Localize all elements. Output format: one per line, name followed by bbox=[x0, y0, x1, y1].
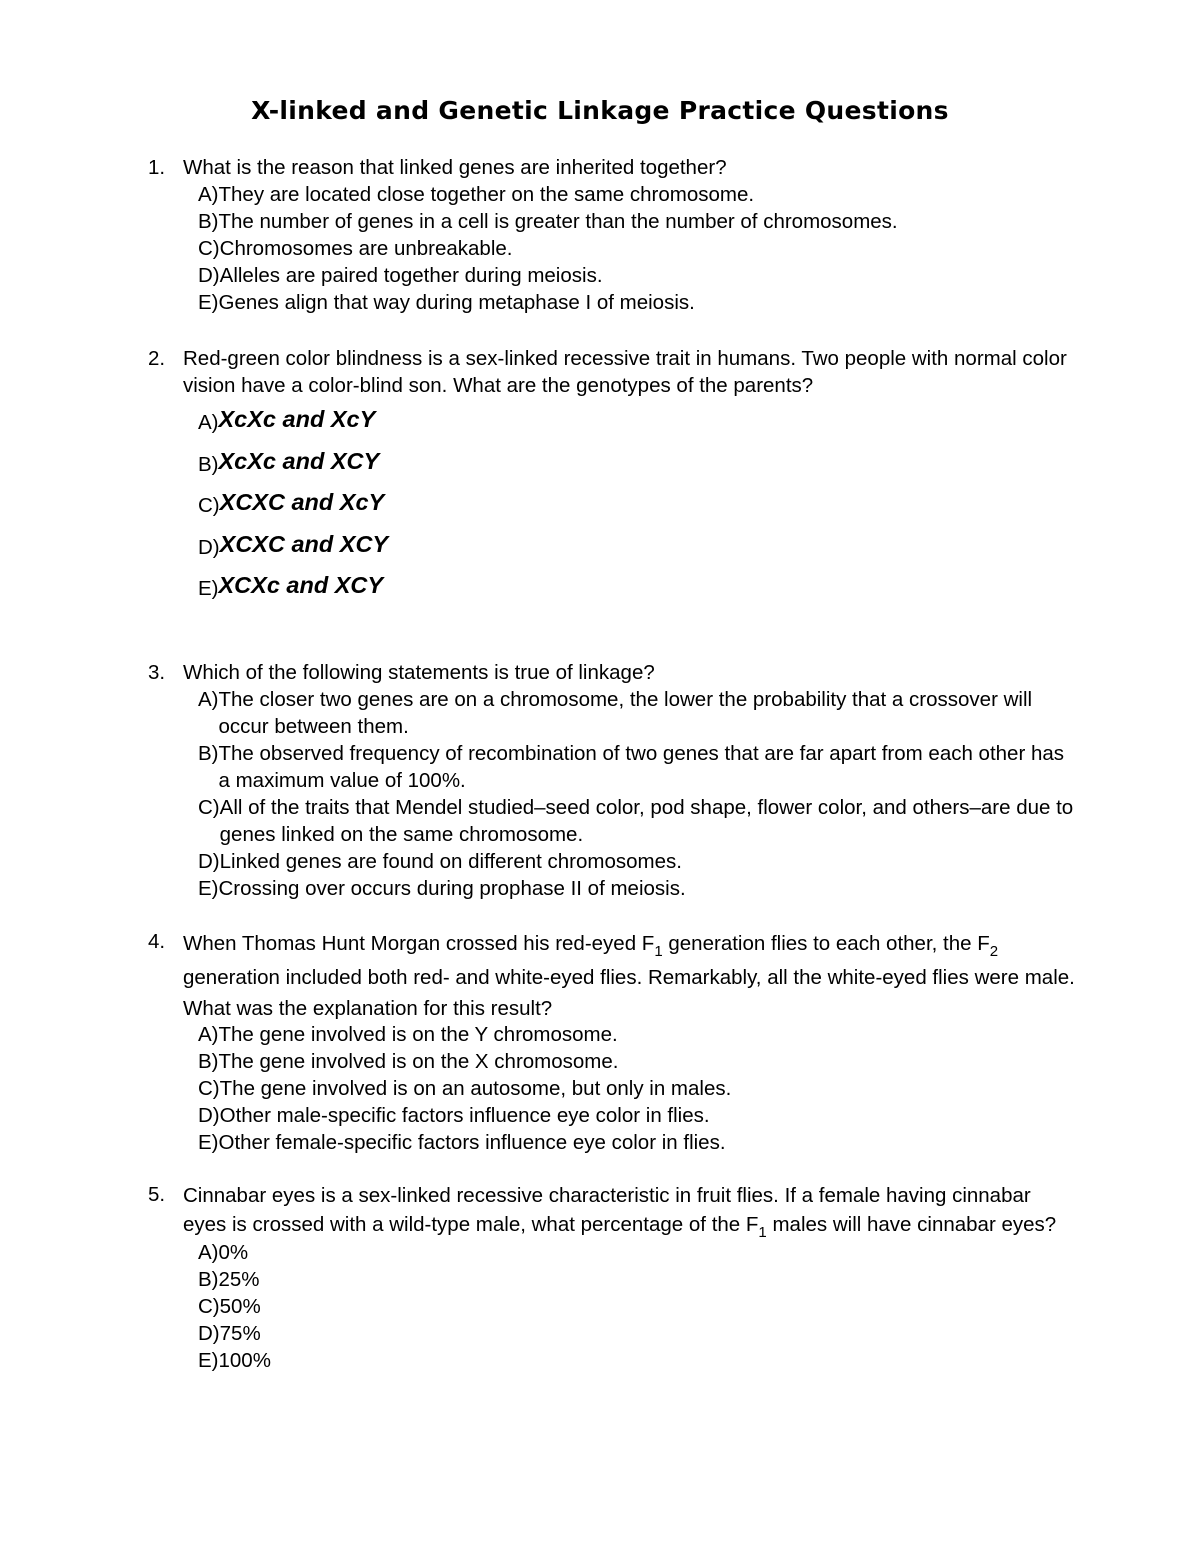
option-letter: E) bbox=[198, 291, 219, 314]
question-number: 1. bbox=[148, 156, 166, 179]
question-text bbox=[183, 928, 1078, 1025]
subscript: 2 bbox=[989, 943, 999, 960]
answer-option-a bbox=[198, 181, 1078, 208]
answer-option-b bbox=[198, 1048, 1078, 1075]
question-text: What is the reason that linked genes are inherited together? bbox=[183, 156, 727, 179]
option-letter: E) bbox=[198, 1130, 219, 1154]
option-letter: D) bbox=[198, 850, 220, 873]
option-text: Other female-specific factors influence eye color in flies. bbox=[218, 1130, 726, 1154]
option-letter: A) bbox=[198, 688, 219, 711]
option-letter: C) bbox=[198, 237, 220, 260]
answer-option-e bbox=[198, 565, 1078, 607]
option-text: Crossing over occurs during prophase II of meiosis. bbox=[218, 877, 686, 900]
answer-options bbox=[198, 1239, 1078, 1374]
answer-option-a bbox=[198, 1239, 1078, 1266]
question-number: 5. bbox=[148, 1183, 166, 1206]
answer-option-c bbox=[198, 1075, 1078, 1102]
option-letter: B) bbox=[198, 452, 219, 476]
option-text: The observed frequency of recombination of two genes that are far apart from each other has a maximum value of 100%. bbox=[218, 742, 1065, 792]
option-text: XCXc and XCY bbox=[218, 572, 384, 599]
answer-option-d bbox=[198, 524, 1078, 566]
option-letter: B) bbox=[198, 1049, 219, 1073]
answer-option-b bbox=[198, 1266, 1078, 1293]
option-letter: A) bbox=[198, 411, 219, 435]
option-letter: E) bbox=[198, 577, 219, 601]
option-text: Genes align that way during metaphase I of meiosis. bbox=[218, 291, 695, 314]
option-letter: A) bbox=[198, 1241, 219, 1264]
question-text-part: generation flies to each other, the F bbox=[662, 932, 990, 955]
answer-option-e bbox=[198, 289, 1078, 316]
option-letter: D) bbox=[198, 264, 220, 287]
option-text: Chromosomes are unbreakable. bbox=[219, 237, 513, 260]
option-text: The gene involved is on the X chromosome. bbox=[218, 1049, 619, 1073]
option-letter: E) bbox=[198, 877, 219, 900]
question-text-part: males will have cinnabar eyes? bbox=[766, 1213, 1057, 1236]
answer-option-c bbox=[198, 1293, 1078, 1320]
answer-option-d bbox=[198, 848, 1078, 875]
answer-option-a bbox=[198, 686, 1078, 740]
question-text-part: Cinnabar eyes is a sex-linked recessive characteristic in fruit flies. If a female having cinnabar eyes is crossed with a wild-type male, what percentage of the F bbox=[183, 1184, 1031, 1236]
option-text: XCXC and XcY bbox=[219, 489, 385, 516]
question-text: Which of the following statements is true of linkage? bbox=[183, 661, 655, 684]
option-text: The gene involved is on the Y chromosome. bbox=[218, 1022, 618, 1046]
answer-option-d bbox=[198, 1102, 1078, 1129]
option-letter: D) bbox=[198, 1322, 220, 1345]
question-text-part: When Thomas Hunt Morgan crossed his red-eyed F bbox=[183, 932, 655, 955]
option-text: They are located close together on the same chromosome. bbox=[218, 183, 755, 206]
answer-option-b bbox=[198, 740, 1078, 794]
option-text: Alleles are paired together during meiosis. bbox=[219, 264, 603, 287]
question-number: 4. bbox=[148, 930, 166, 953]
answer-option-e bbox=[198, 1129, 1078, 1156]
question-1 bbox=[148, 154, 1078, 316]
question-2 bbox=[148, 345, 1078, 607]
option-letter: B) bbox=[198, 1268, 219, 1291]
option-text: 75% bbox=[219, 1322, 261, 1345]
answer-option-c bbox=[198, 235, 1078, 262]
answer-option-b bbox=[198, 441, 1078, 483]
subscript: 1 bbox=[654, 943, 663, 960]
answer-options bbox=[198, 399, 1078, 607]
option-letter: B) bbox=[198, 742, 219, 765]
question-5 bbox=[148, 1181, 1078, 1374]
option-text: Linked genes are found on different chromosomes. bbox=[219, 850, 682, 873]
question-number: 2. bbox=[148, 347, 166, 370]
answer-option-d bbox=[198, 262, 1078, 289]
question-3 bbox=[148, 659, 1078, 902]
option-text: The closer two genes are on a chromosome, the lower the probability that a crossover will occur between them. bbox=[218, 688, 1033, 738]
page-title: X-linked and Genetic Linkage Practice Questions bbox=[251, 96, 949, 125]
option-letter: B) bbox=[198, 210, 219, 233]
answer-option-b bbox=[198, 208, 1078, 235]
answer-option-a bbox=[198, 399, 1078, 441]
option-text: 25% bbox=[218, 1268, 260, 1291]
question-text-part: generation included both red- and white-eyed flies. Remarkably, all the white-eyed flies were male. What was the explanation for this result? bbox=[183, 965, 1075, 1020]
option-text: XcXc and XcY bbox=[218, 406, 376, 433]
option-text: XcXc and XCY bbox=[218, 447, 380, 474]
answer-option-d bbox=[198, 1320, 1078, 1347]
option-text: All of the traits that Mendel studied–seed color, pod shape, flower color, and others–are due to genes linked on the same chromosome. bbox=[219, 796, 1074, 846]
question-number: 3. bbox=[148, 661, 166, 684]
subscript: 1 bbox=[758, 1224, 767, 1241]
question-text bbox=[183, 1181, 1078, 1241]
option-letter: A) bbox=[198, 183, 219, 206]
question-text: Red-green color blindness is a sex-linked recessive trait in humans. Two people with normal color vision have a color-blind son. What are the genotypes of the parents? bbox=[183, 347, 1067, 397]
option-text: The number of genes in a cell is greater than the number of chromosomes. bbox=[218, 210, 898, 233]
answer-option-e bbox=[198, 875, 1078, 902]
question-4 bbox=[148, 928, 1078, 1156]
option-text: The gene involved is on an autosome, but only in males. bbox=[219, 1076, 732, 1100]
option-text: 100% bbox=[218, 1349, 271, 1372]
answer-options bbox=[198, 686, 1078, 902]
option-letter: D) bbox=[198, 535, 220, 559]
answer-option-e bbox=[198, 1347, 1078, 1374]
option-letter: A) bbox=[198, 1022, 219, 1046]
option-text: Other male-specific factors influence eye color in flies. bbox=[219, 1103, 710, 1127]
option-text: 0% bbox=[218, 1241, 249, 1264]
answer-option-c bbox=[198, 482, 1078, 524]
option-letter: D) bbox=[198, 1103, 220, 1127]
answer-option-c bbox=[198, 794, 1078, 848]
answer-options bbox=[198, 181, 1078, 316]
option-text: XCXC and XCY bbox=[219, 530, 389, 557]
option-letter: C) bbox=[198, 1076, 220, 1100]
option-letter: C) bbox=[198, 1295, 220, 1318]
option-text: 50% bbox=[219, 1295, 261, 1318]
answer-options bbox=[198, 1021, 1078, 1156]
option-letter: C) bbox=[198, 796, 220, 819]
option-letter: E) bbox=[198, 1349, 219, 1372]
answer-option-a bbox=[198, 1021, 1078, 1048]
option-letter: C) bbox=[198, 494, 220, 518]
